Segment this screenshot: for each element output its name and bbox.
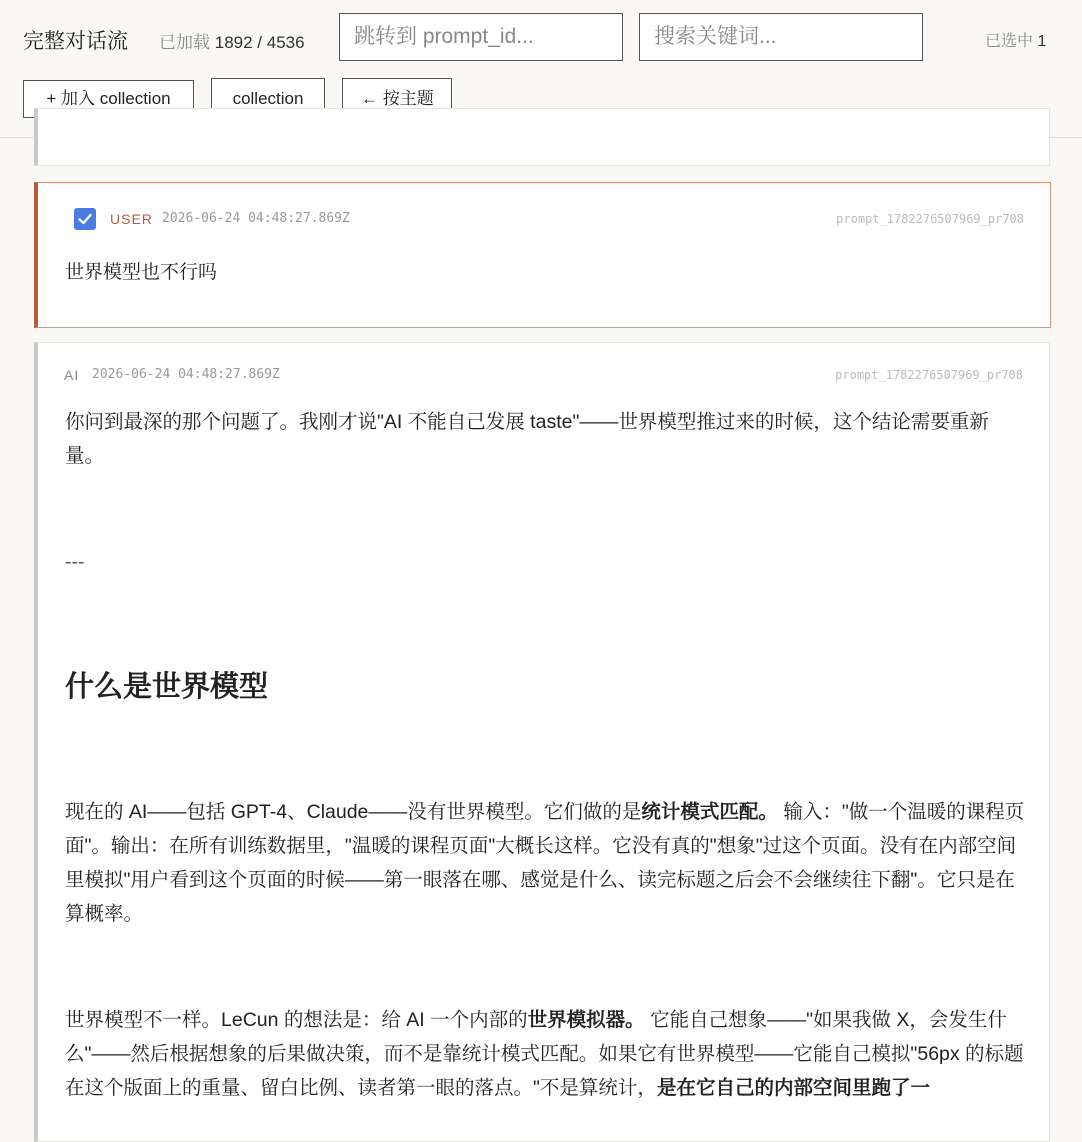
loaded-separator: / — [257, 33, 263, 52]
message-timestamp: 2026-06-24 04:48:27.869Z — [92, 367, 280, 382]
loaded-total: 4536 — [266, 33, 305, 52]
message-prompt-id: prompt_1782276507969_pr708 — [836, 212, 1024, 226]
selected-count: 1 — [1037, 33, 1047, 50]
text-run: 现在的 AI——包括 GPT-4、Claude——没有世界模型。它们做的是 — [65, 801, 642, 823]
collection-button[interactable]: collection — [211, 78, 325, 120]
message-heading: 什么是世界模型 — [65, 671, 269, 703]
message-card-ai — [34, 342, 1050, 1142]
markdown-divider: --- — [65, 551, 85, 573]
jump-to-prompt-input[interactable] — [339, 13, 623, 61]
message-text: 世界模型也不行吗 — [65, 262, 218, 283]
text-run: 输入："做一个温暖的课程页面"。输出：在所有训练数据里，"温暖的课程页面"大概长这样。它没有真的"想象"过这个页面。没有在内部空间里模拟"用户看到这个页面的时候——第一眼落在哪、感觉是什么、读完标题之后会不会继续往下翻"。它只是在算概率。 — [65, 801, 1025, 925]
message-role: AI — [64, 367, 80, 383]
text-run: 世界模型不一样。LeCun 的想法是：给 AI 一个内部的 — [65, 1009, 528, 1031]
message-paragraph — [65, 795, 1025, 931]
selected-counter — [985, 28, 1046, 51]
search-input[interactable] — [639, 13, 923, 61]
text-run: 它能自己想象——"如果我做 X，会发生什么"——然后根据想象的后果做决策，而不是靠统计模式匹配。如果它有世界模型——它能自己模拟"56px 的标题在这个版面上的重量、留白比例、读者第一眼的落点。"不是算统计， — [65, 1009, 1024, 1099]
checkmark-icon — [77, 211, 93, 227]
add-to-collection-button[interactable]: + 加入 collection — [23, 80, 194, 118]
message-body — [65, 405, 1025, 1105]
message-card-previous — [34, 108, 1050, 166]
message-timestamp: 2026-06-24 04:48:27.869Z — [162, 211, 350, 226]
loaded-count: 1892 — [214, 33, 253, 52]
page-title: 完整对话流 — [23, 30, 128, 53]
loaded-label: 已加载 — [159, 33, 210, 52]
message-paragraph: 你问到最深的那个问题了。我刚才说"AI 不能自己发展 taste"——世界模型推过来的时候，这个结论需要重新量。 — [65, 411, 989, 467]
text-bold: 统计模式匹配。 — [641, 801, 778, 823]
message-card-user — [34, 182, 1051, 328]
message-paragraph — [65, 1003, 1025, 1105]
text-bold: 是在它自己的内部空间里跑了一 — [656, 1077, 930, 1099]
message-select-checkbox[interactable] — [74, 208, 96, 230]
message-role: USER — [110, 211, 153, 227]
message-prompt-id: prompt_1782276507969_pr708 — [835, 368, 1023, 382]
loaded-counter — [159, 28, 305, 53]
conversation-stream[interactable] — [0, 138, 1082, 1099]
selected-label: 已选中 — [985, 33, 1034, 50]
text-bold: 世界模拟器。 — [527, 1009, 645, 1031]
back-by-topic-button[interactable]: ← 按主题 — [342, 78, 452, 120]
